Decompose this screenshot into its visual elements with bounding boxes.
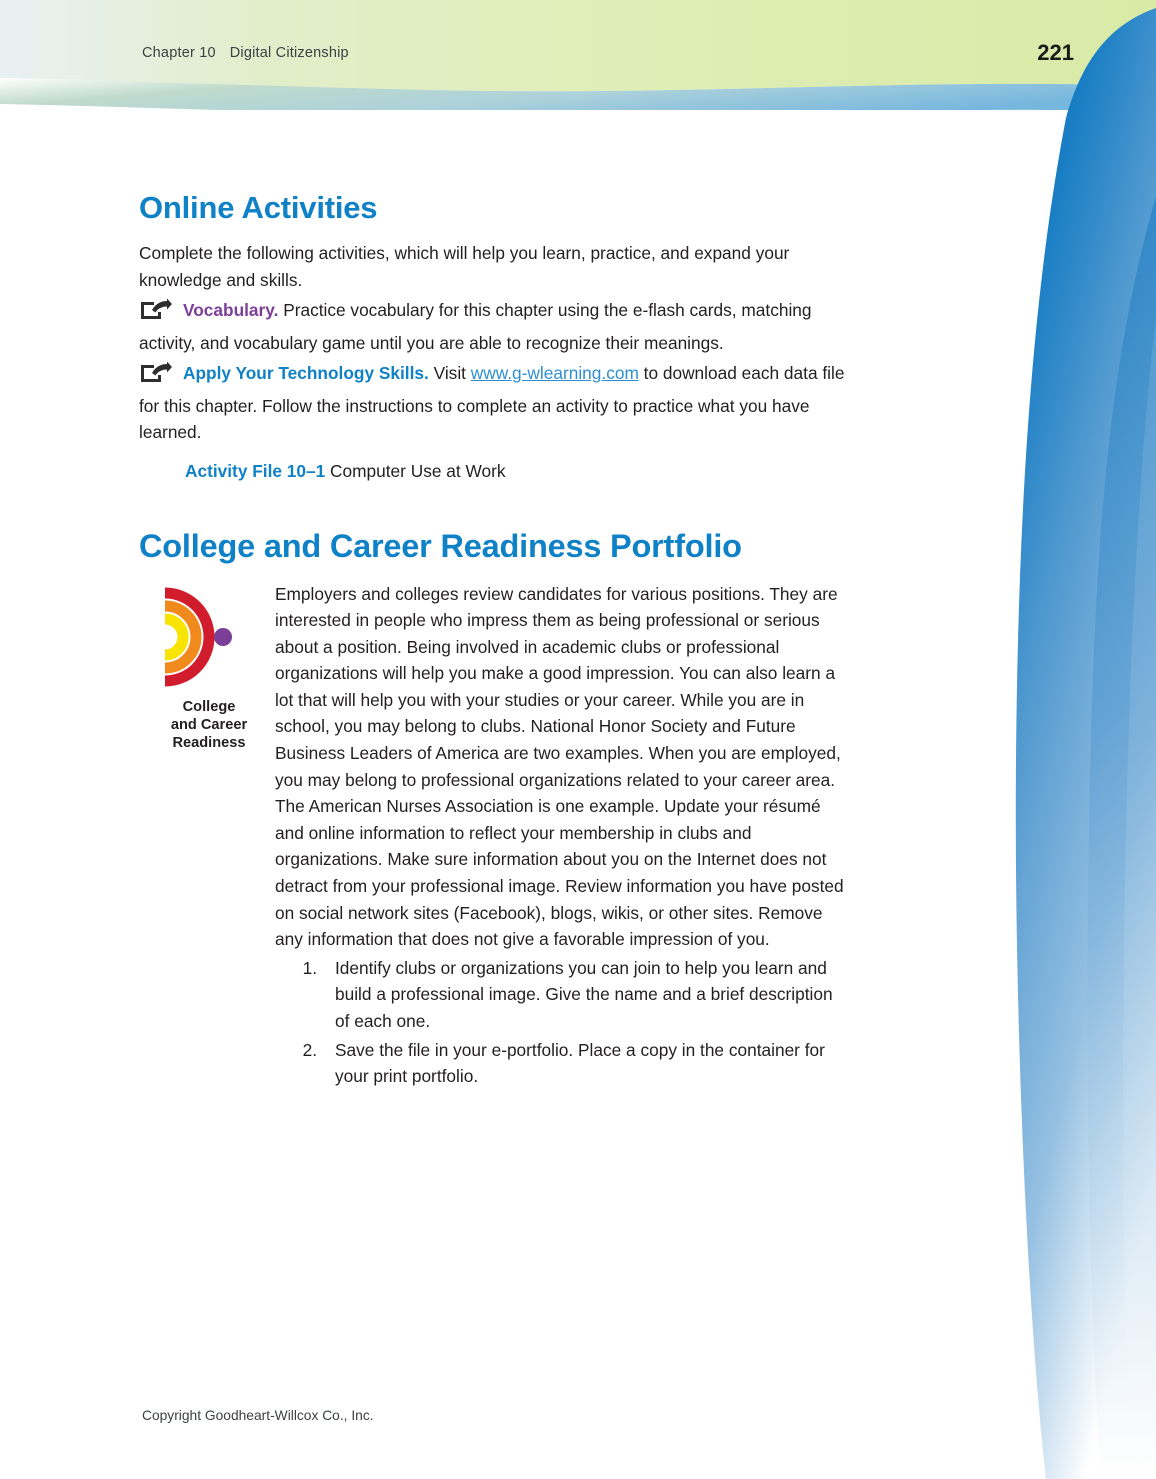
vocabulary-label: Vocabulary. <box>183 300 279 320</box>
college-career-readiness-badge <box>149 587 269 752</box>
activity-file-line <box>185 458 845 484</box>
step-text: Save the file in your e-portfolio. Place a copy in the container for your print portfolio. <box>335 1039 825 1087</box>
chapter-title: Digital Citizenship <box>229 45 349 61</box>
step-number: 1. <box>302 957 317 978</box>
page-title-online-activities: Online Activities <box>139 190 378 225</box>
right-side-decoration <box>896 0 1156 1479</box>
gw-learning-link[interactable]: www.g-wlearning.com <box>470 363 639 383</box>
vocabulary-text: Practice vocabulary for this chapter using the e-flash cards, matching activity, and vocabulary game until you are able to recognize their meanings. <box>139 300 812 353</box>
chapter-number: Chapter 10 <box>142 45 216 61</box>
badge-caption <box>149 698 269 752</box>
activity-apply-skills <box>139 360 845 446</box>
activity-file-label: Activity File 10–1 <box>185 460 326 481</box>
main-content <box>139 190 845 1090</box>
concentric-arcs-icon <box>153 587 265 687</box>
step-number: 2. <box>302 1039 317 1060</box>
activity-vocabulary <box>139 297 845 356</box>
page-title-portfolio: College and Career Readiness Portfolio <box>139 527 742 564</box>
apply-skills-text-before-link: Visit <box>428 363 471 383</box>
portfolio-text <box>275 581 845 1090</box>
list-item <box>287 955 845 1035</box>
list-item <box>287 1037 845 1090</box>
page-number: 221 <box>1037 40 1074 65</box>
badge-caption-line-2: and Career <box>170 716 248 733</box>
portfolio-steps <box>287 955 845 1090</box>
apply-skills-text-after-link: to download each data file for this chapter. Follow the instructions to complete an activity to practice what you have learned. <box>139 363 845 442</box>
arrow-icon <box>139 298 173 330</box>
step-text: Identify clubs or organizations you can join to help you learn and build a professional image. Give the name and a brief description of each one. <box>335 957 833 1031</box>
footer-copyright: Copyright Goodheart-Willcox Co., Inc. <box>142 1408 374 1423</box>
apply-skills-label: Apply Your Technology Skills. <box>183 363 429 383</box>
arrow-icon <box>139 361 173 393</box>
badge-caption-line-1: College <box>182 698 236 715</box>
portfolio-block <box>139 581 845 1090</box>
activity-file-title: Computer Use at Work <box>325 460 506 481</box>
portfolio-body: Employers and colleges review candidates for various positions. They are interested in people who impress them as being professional or serious about a position. Being involved in academic clubs or professional organizations will help you make a good impression. You can also learn a lot that will help you with your studies or your career. While you are in school, you may belong to clubs. National Honor Society and Future Business Leaders of America are two examples. When you are employed, you may belong to professional organizations related to your career area. The American Nurses Association is one example. Update your résumé and online information to reflect your membership in clubs and organizations. Make sure information about you on the Internet does not detract from your professional image. Review information you have posted on social network sites (Facebook), blogs, wikis, or other sites. Remove any information that does not give a favorable impression of you. <box>275 583 844 950</box>
online-activities-intro: Complete the following activities, which will help you learn, practice, and expand your knowledge and skills. <box>139 243 790 290</box>
badge-caption-line-3: Readiness <box>172 734 246 751</box>
running-head <box>142 45 349 61</box>
